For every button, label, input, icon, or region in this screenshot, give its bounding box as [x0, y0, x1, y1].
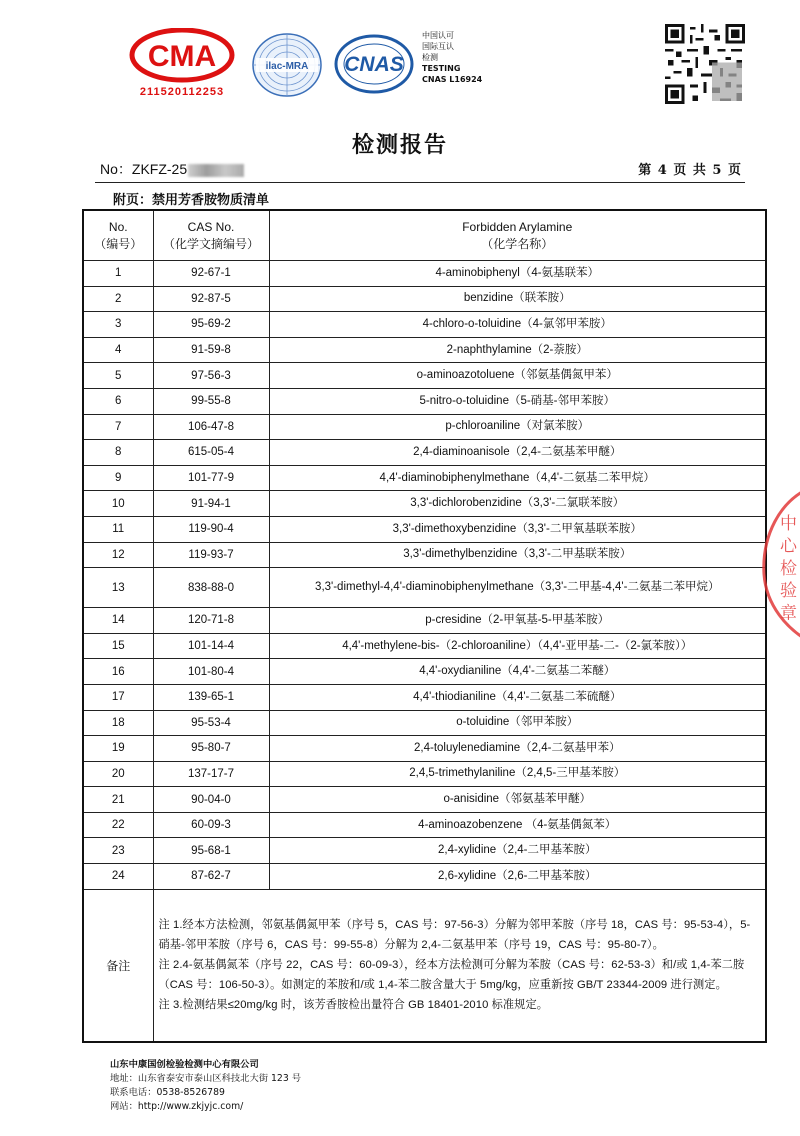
- table-row: [83, 542, 766, 568]
- cell-cas: 87-62-7: [153, 864, 269, 890]
- cnas-line: 中国认可: [422, 31, 454, 40]
- cma-logo-text: CMA: [147, 40, 217, 73]
- cell-name: 2,6-xylidine（2,6-二甲基苯胺）: [269, 864, 766, 890]
- cnas-line: TESTING: [422, 64, 461, 73]
- table-row: [83, 312, 766, 338]
- header-divider: [95, 182, 745, 183]
- cell-cas: 137-17-7: [153, 761, 269, 787]
- table-row: [83, 363, 766, 389]
- cell-name: 5-nitro-o-toluidine（5-硝基-邻甲苯胺）: [269, 388, 766, 414]
- cell-no: 16: [83, 659, 153, 685]
- cell-cas: 101-80-4: [153, 659, 269, 685]
- table-row: [83, 465, 766, 491]
- cell-name: o-anisidine（邻氨基苯甲醚）: [269, 787, 766, 813]
- qr-code[interactable]: [665, 24, 745, 104]
- table-row: [83, 337, 766, 363]
- cell-no: 11: [83, 516, 153, 542]
- cell-name: 4,4'-oxydianiline（4,4'-二氨基二苯醚）: [269, 659, 766, 685]
- cell-cas: 101-77-9: [153, 465, 269, 491]
- header-cas-en: CAS No.: [187, 219, 235, 234]
- cnas-accreditation-text: [422, 30, 482, 85]
- cell-no: 10: [83, 491, 153, 517]
- cell-name: 2,4-diaminoanisole（2,4-二氨基苯甲醚）: [269, 440, 766, 466]
- cell-name: 3,3'-dimethyl-4,4'-diaminobiphenylmethane（3,3'-二甲基-4,4'-二氨基二苯甲烷）: [269, 568, 766, 608]
- table-row: [83, 838, 766, 864]
- table-row: [83, 659, 766, 685]
- cell-no: 22: [83, 812, 153, 838]
- cell-name: 2,4-toluylenediamine（2,4-二氨基甲苯）: [269, 736, 766, 762]
- footer-company: 山东中康国创检验检测中心有限公司: [110, 1059, 259, 1070]
- cell-cas: 95-53-4: [153, 710, 269, 736]
- cnas-line: CNAS L16924: [422, 75, 483, 84]
- table-row: [83, 608, 766, 634]
- cnas-line: 国际互认: [422, 42, 454, 51]
- cell-cas: 90-04-0: [153, 787, 269, 813]
- cell-name: 3,3'-dichlorobenzidine（3,3'-二氯联苯胺）: [269, 491, 766, 517]
- cell-cas: 97-56-3: [153, 363, 269, 389]
- remarks-label: 备注: [83, 889, 153, 1042]
- header-no-cn: （编号）: [94, 236, 143, 251]
- appendix-title: 附页：禁用芳香胺物质清单: [113, 193, 270, 208]
- report-number-value: ZKFZ-25: [131, 161, 188, 177]
- cell-name: 4-chloro-o-toluidine（4-氯邻甲苯胺）: [269, 312, 766, 338]
- cell-no: 23: [83, 838, 153, 864]
- cell-no: 17: [83, 684, 153, 710]
- table-row: [83, 440, 766, 466]
- inspection-seal: [756, 478, 800, 648]
- header-name: [269, 210, 766, 261]
- cell-name: 2,4-xylidine（2,4-二甲基苯胺）: [269, 838, 766, 864]
- cell-no: 12: [83, 542, 153, 568]
- table-row: [83, 568, 766, 608]
- cell-cas: 95-69-2: [153, 312, 269, 338]
- cell-name: 2-naphthylamine（2-萘胺）: [269, 337, 766, 363]
- cell-no: 19: [83, 736, 153, 762]
- table-row: [83, 710, 766, 736]
- cell-no: 18: [83, 710, 153, 736]
- cell-no: 7: [83, 414, 153, 440]
- page-indicator: 第 4 页 共 5 页: [638, 163, 742, 178]
- footer-website[interactable]: 网站：http://www.zkjyjc.com/: [110, 1101, 244, 1112]
- cnas-line: 检测: [422, 53, 438, 62]
- cell-cas: 91-94-1: [153, 491, 269, 517]
- header-no-en: No.: [108, 219, 128, 234]
- cell-cas: 120-71-8: [153, 608, 269, 634]
- footer-address: 地址：山东省泰安市泰山区科技北大街 123 号: [110, 1073, 301, 1084]
- header-name-en: Forbidden Arylamine: [462, 219, 573, 234]
- cell-no: 6: [83, 388, 153, 414]
- table-header-row: [83, 210, 766, 261]
- cma-number: 211520112253: [139, 86, 225, 98]
- report-number: [100, 159, 244, 179]
- table-row: [83, 736, 766, 762]
- remarks-row: [83, 889, 766, 1042]
- cell-no: 1: [83, 261, 153, 287]
- cell-no: 24: [83, 864, 153, 890]
- cell-no: 15: [83, 633, 153, 659]
- cell-no: 5: [83, 363, 153, 389]
- cell-cas: 119-93-7: [153, 542, 269, 568]
- cell-name: 4,4'-diaminobiphenylmethane（4,4'-二氨基二苯甲烷）: [269, 465, 766, 491]
- table-row: [83, 761, 766, 787]
- cell-name: 4,4'-thiodianiline（4,4'-二氨基二苯硫醚）: [269, 684, 766, 710]
- cell-name: 4-aminoazobenzene （4-氨基偶氮苯）: [269, 812, 766, 838]
- cell-cas: 95-68-1: [153, 838, 269, 864]
- remark-note: 注 1.经本方法检测，邻氨基偶氮甲苯（序号 5，CAS 号：97-56-3）分解为邻甲苯胺（序号 18，CAS 号：95-53-4），5-硝基-邻甲苯胺（序号 6，CAS 号：99-55-8）分解为 2,4-二氨基甲苯（序号 19，CAS 号：95-80-7）。: [158, 918, 751, 951]
- cell-cas: 106-47-8: [153, 414, 269, 440]
- remark-note: 注 3.检测结果≤20mg/kg 时，该芳香胺检出量符合 GB 18401-2010 标准规定。: [158, 999, 549, 1012]
- cell-no: 8: [83, 440, 153, 466]
- cell-name: p-chloroaniline（对氯苯胺）: [269, 414, 766, 440]
- table-body: [83, 261, 766, 1042]
- table-row: [83, 286, 766, 312]
- report-number-label: No：: [100, 161, 132, 177]
- arylamine-table: [82, 209, 767, 1043]
- footer-contact: [110, 1058, 301, 1114]
- footer-phone: 联系电话：0538-8526789: [110, 1087, 225, 1098]
- table-row: [83, 414, 766, 440]
- cell-cas: 838-88-0: [153, 568, 269, 608]
- cell-name: 4,4'-methylene-bis-（2-chloroaniline）（4,4'-亚甲基-二-（2-氯苯胺））: [269, 633, 766, 659]
- cell-cas: 615-05-4: [153, 440, 269, 466]
- cell-cas: 92-67-1: [153, 261, 269, 287]
- header-cas-cn: （化学文摘编号）: [162, 236, 259, 251]
- table-row: [83, 812, 766, 838]
- table-row: [83, 864, 766, 890]
- cell-name: 3,3'-dimethoxybenzidine（3,3'-二甲氧基联苯胺）: [269, 516, 766, 542]
- report-title: 检测报告: [351, 132, 448, 158]
- cell-name: 3,3'-dimethylbenzidine（3,3'-二甲基联苯胺）: [269, 542, 766, 568]
- cell-cas: 101-14-4: [153, 633, 269, 659]
- cell-cas: 95-80-7: [153, 736, 269, 762]
- cell-cas: 119-90-4: [153, 516, 269, 542]
- cell-no: 20: [83, 761, 153, 787]
- seal-text: 中 心 检 验 章: [776, 514, 796, 621]
- redaction-blur: [188, 164, 244, 177]
- cell-no: 13: [83, 568, 153, 608]
- table-row: [83, 787, 766, 813]
- ilac-mra-logo: [250, 32, 324, 98]
- remark-note: 注 2.4-氨基偶氮苯（序号 22，CAS 号：60-09-3），经本方法检测可分解为苯胺（CAS 号：62-53-3）和/或 1,4-苯二胺（CAS 号：106-50-3）。如测定的苯胺和/或 1,4-苯二胺含量大于 5mg/kg，应重新按 GB/T 23344-2009 进行测定。: [158, 959, 745, 992]
- cell-name: o-toluidine（邻甲苯胺）: [269, 710, 766, 736]
- header-name-cn: （化学名称）: [481, 236, 554, 251]
- cell-name: 4-aminobiphenyl（4-氨基联苯）: [269, 261, 766, 287]
- cell-cas: 92-87-5: [153, 286, 269, 312]
- cnas-logo: [334, 32, 414, 96]
- remarks-cell: [153, 889, 766, 1042]
- header-cas: [153, 210, 269, 261]
- cell-cas: 91-59-8: [153, 337, 269, 363]
- cell-name: o-aminoazotoluene（邻氨基偶氮甲苯）: [269, 363, 766, 389]
- cell-name: benzidine（联苯胺）: [269, 286, 766, 312]
- cell-cas: 99-55-8: [153, 388, 269, 414]
- cell-cas: 60-09-3: [153, 812, 269, 838]
- header-no: [83, 210, 153, 261]
- cnas-logo-text: CNAS: [344, 53, 404, 76]
- table-row: [83, 491, 766, 517]
- table-row: [83, 684, 766, 710]
- cell-no: 21: [83, 787, 153, 813]
- table-row: [83, 388, 766, 414]
- cell-no: 14: [83, 608, 153, 634]
- cell-cas: 139-65-1: [153, 684, 269, 710]
- table-row: [83, 633, 766, 659]
- arylamine-table-container: [82, 209, 765, 1043]
- table-row: [83, 516, 766, 542]
- cell-name: p-cresidine（2-甲氧基-5-甲基苯胺）: [269, 608, 766, 634]
- ilac-logo-text: ilac-MRA: [265, 61, 309, 72]
- cell-no: 2: [83, 286, 153, 312]
- cell-no: 9: [83, 465, 153, 491]
- cell-name: 2,4,5-trimethylaniline（2,4,5-三甲基苯胺）: [269, 761, 766, 787]
- cell-no: 4: [83, 337, 153, 363]
- cell-no: 3: [83, 312, 153, 338]
- table-row: [83, 261, 766, 287]
